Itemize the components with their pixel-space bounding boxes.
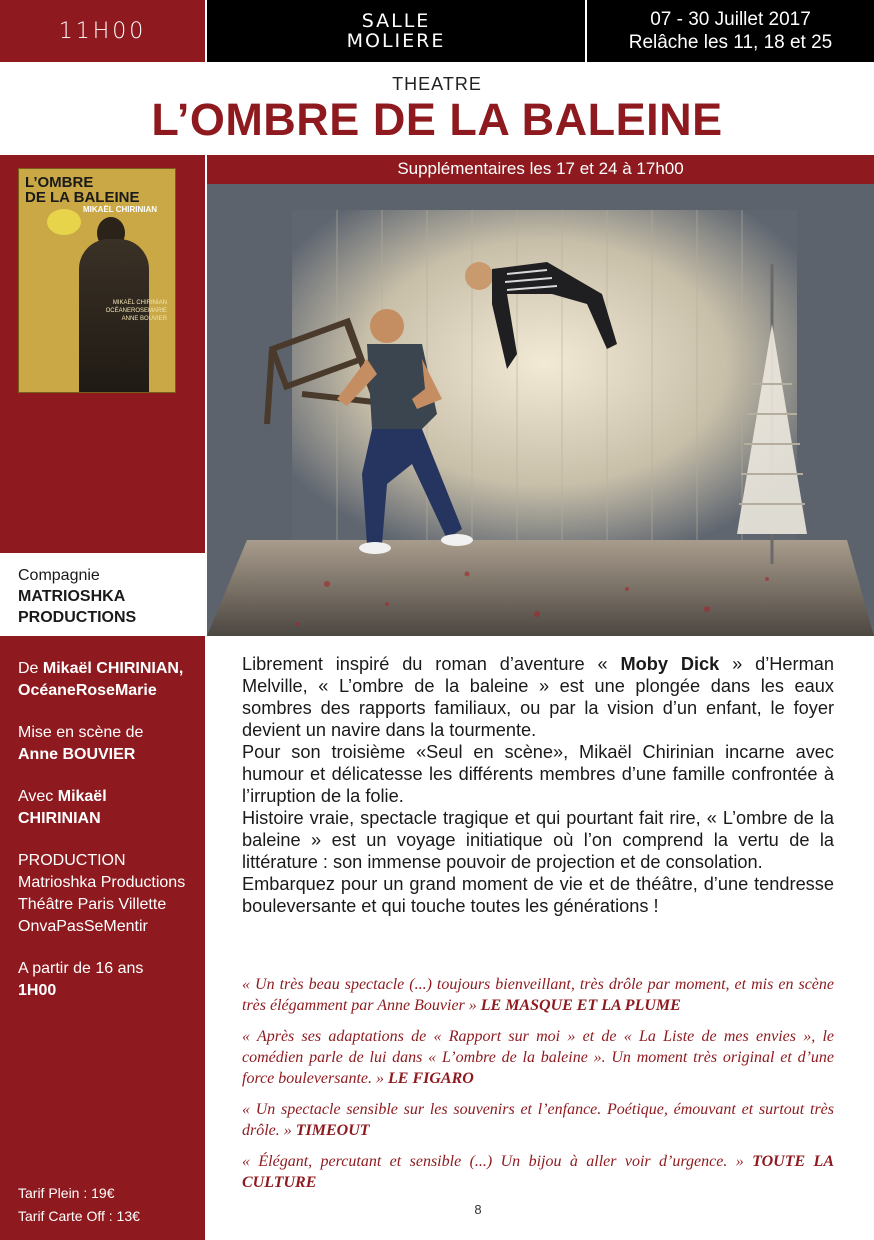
show-poster [18, 168, 176, 393]
description-paragraph-1 [242, 653, 834, 741]
direction-name: Anne BOUVIER [18, 746, 136, 763]
production-1: Matrioshka Productions [18, 874, 186, 891]
sidebar-credits [0, 636, 205, 1240]
review-text: « Après ses adaptations de « Rapport sur moi » et de « La Liste de mes envies », le comédien parle de lui dans « L’ombre de la baleine ». Un moment très original et d’une force bouleversante. » [242, 1028, 834, 1087]
venue-box [207, 0, 585, 62]
review [242, 1151, 834, 1193]
audience-info [18, 958, 205, 1002]
poster-author: MIKAËL CHIRINIAN [83, 205, 158, 214]
tarif-plein: Tarif Plein : 19€ [18, 1185, 115, 1201]
dates-range: 07 - 30 Juillet 2017 [650, 9, 811, 30]
poster-title-line-2: DE LA BALEINE [25, 189, 140, 206]
age-info: A partir de 16 ans [18, 960, 144, 977]
compagnie-label: Compagnie [18, 567, 100, 584]
review [242, 1099, 834, 1141]
description-paragraph-4: Embarquez pour un grand moment de vie et de théâtre, d’une tendresse bouleversante et qui touche toutes les générations ! [242, 874, 834, 916]
press-reviews [242, 974, 834, 1203]
venue-line-2: MOLIERE [346, 30, 446, 52]
review-source: TOUTE LA CULTURE [242, 1153, 835, 1191]
production-credit [18, 850, 205, 938]
dates-box [587, 0, 874, 62]
description-p1-start: Librement inspiré du roman d’aventure « [242, 654, 621, 674]
author-credit [18, 658, 205, 702]
compagnie-name-1: MATRIOSHKA [18, 588, 126, 605]
time-slot [0, 0, 205, 62]
poster-title-line-1: L’OMBRE [25, 174, 94, 191]
cast-credit [18, 786, 205, 830]
description-paragraph-3: Histoire vraie, spectacle tragique et qui pourtant fait rire, « L’ombre de la baleine » est un voyage initiatique où l’on comprend la vertu de la littérature : son immense pouvoir de projection et de consolation. [242, 808, 834, 872]
cast-name-2: CHIRINIAN [18, 810, 101, 827]
duration-info: 1H00 [18, 982, 57, 999]
cast-name-1: Mikaël [57, 788, 107, 805]
stage-photo-illustration [207, 184, 874, 636]
poster-credits: MIKAËL CHIRINIAN OCÉANEROSEMARIE ANNE BOUVIER [105, 300, 167, 322]
poster-title [25, 175, 139, 205]
review-source: LE MASQUE ET LA PLUME [480, 997, 681, 1014]
compagnie-name-2: PRODUCTIONS [18, 609, 137, 626]
page-number: 8 [474, 1202, 482, 1217]
direction-credit [18, 722, 205, 766]
review-source: TIMEOUT [295, 1122, 370, 1139]
page-title: L’OMBRE DE LA BALEINE [151, 94, 723, 145]
relache-days: Relâche les 11, 18 et 25 [628, 32, 833, 53]
author-prefix: De [18, 660, 43, 677]
description-p1-end: » d’Herman Melville, « L’ombre de la baleine » est une plongée dans les eaux sombres des rapports familiaux, ou par la vision d’un enfant, le foyer devient un navire dans la tourmente. [242, 654, 834, 740]
author-name: Mikaël CHIRINIAN, [42, 660, 184, 677]
review [242, 1026, 834, 1089]
review-text: « Un spectacle sensible sur les souvenirs et l’enfance. Poétique, émouvant et surtout très drôle. » [242, 1101, 834, 1139]
production-2: Théâtre Paris Villette [18, 896, 167, 913]
review [242, 974, 834, 1016]
venue-line-1: SALLE [361, 10, 431, 32]
description [242, 653, 834, 917]
genre-label: THEATRE [392, 74, 482, 94]
review-text: « Élégant, percutant et sensible (...) Un bijou à aller voir d’urgence. » [242, 1153, 753, 1170]
stage-floor [207, 540, 874, 636]
production-label: PRODUCTION [18, 852, 126, 869]
supplementaires-banner: Supplémentaires les 17 et 24 à 17h00 [207, 155, 874, 184]
description-p1-bold: Moby Dick [620, 654, 720, 674]
time-label: 11H00 [58, 18, 147, 44]
stage-photo [207, 184, 874, 636]
production-3: OnvaPasSeMentir [18, 918, 148, 935]
review-text: « Un très beau spectacle (...) toujours bienveillant, très drôle par moment, et mis en scène très élégamment par Anne Bouvier » [242, 976, 834, 1014]
cast-prefix: Avec [18, 788, 58, 805]
author-name-2: OcéaneRoseMarie [18, 682, 157, 699]
review-source: LE FIGARO [388, 1070, 474, 1087]
tarif-carte-off: Tarif Carte Off : 13€ [18, 1208, 140, 1224]
description-paragraph-2: Pour son troisième «Seul en scène», Mikaël Chirinian incarne avec humour et délicatesse les différents membres d’une famille confrontée à l’irruption de la folie. [242, 742, 834, 806]
direction-label: Mise en scène de [18, 724, 144, 741]
poster-figure-small [47, 209, 81, 235]
compagnie-block [0, 553, 205, 636]
